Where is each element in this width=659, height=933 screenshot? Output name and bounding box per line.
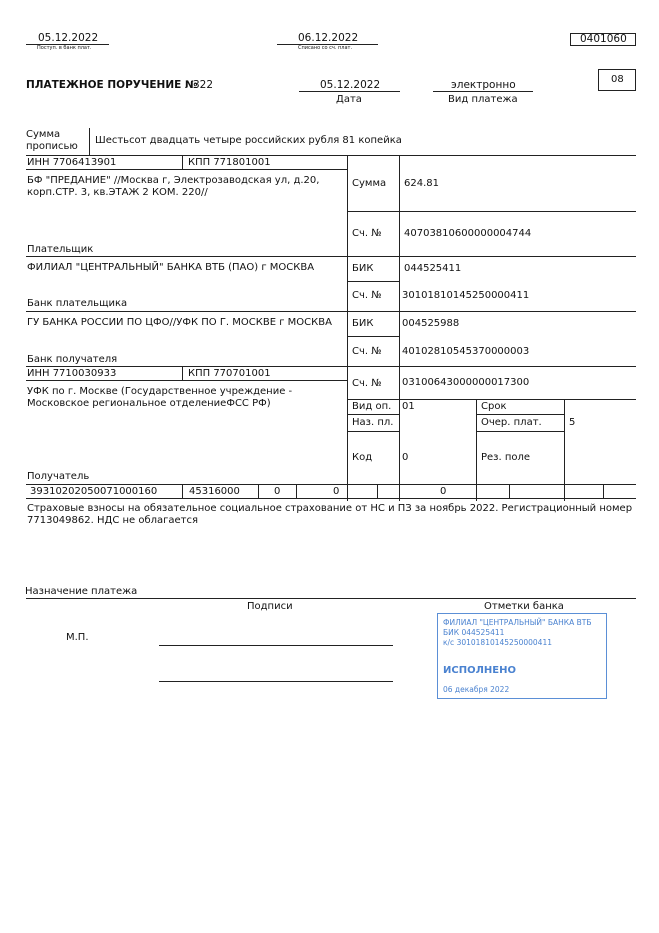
ocher-line: [476, 431, 564, 432]
document-title: ПЛАТЕЖНОЕ ПОРУЧЕНИЕ №: [26, 79, 198, 91]
document-date-caption: Дата: [336, 94, 362, 105]
payment-type-caption: Вид платежа: [448, 94, 518, 105]
naz-pl-line: [347, 431, 399, 432]
kod-value: 0: [402, 452, 409, 463]
document-date-line: [299, 91, 400, 92]
document-number: 322: [193, 79, 214, 91]
main-vertical-2: [399, 155, 400, 501]
payee-bank-caption: Банк получателя: [27, 354, 118, 365]
amount-words-label-2: прописью: [26, 141, 78, 152]
payer-bank-account: 30101810145250000411: [402, 290, 530, 301]
main-vertical-1: [347, 155, 348, 501]
payer-inn-divider: [182, 155, 183, 169]
tax-row-bottom: [26, 498, 636, 499]
payer-account: 40703810600000004744: [404, 228, 532, 239]
row-line-3: [26, 311, 636, 312]
row-line-2: [26, 256, 636, 257]
payee-name-2: Московское региональное отделениеФСС РФ): [27, 398, 271, 409]
amount-words-divider: [89, 128, 90, 155]
tax-divider-1: [182, 484, 183, 498]
payee-bank-account: 40102810545370000003: [402, 346, 530, 357]
bank-stamp: [437, 613, 607, 699]
tax-kbk: 39310202050071000160: [30, 486, 158, 497]
tax-row-top: [26, 484, 636, 485]
purpose-line-2: 7713049862. НДС не облагается: [27, 515, 199, 526]
tax-divider-5: [509, 484, 510, 498]
srok-line: [476, 414, 564, 415]
purpose-line-1: Страховые взносы на обязательное социальное страхование от НС и ПЗ за ноябрь 2022. Регистрационный номер: [27, 503, 633, 514]
sum-line: [347, 211, 636, 212]
signature-line-2: [159, 681, 393, 682]
payee-account-line: [347, 399, 636, 400]
debited-date: 06.12.2022: [298, 32, 359, 44]
stamp-bik: БИК 044525411: [443, 628, 505, 637]
payee-inn-line: [26, 380, 347, 381]
payer-bik-line: [347, 281, 399, 282]
row-line-4: [26, 366, 636, 367]
payer-inn: ИНН 7706413901: [27, 157, 117, 168]
payee-account-label: Сч. №: [352, 378, 382, 389]
received-caption: Поступ. в банк плат.: [37, 45, 92, 51]
srok-label: Срок: [481, 401, 507, 412]
status-code: 08: [611, 74, 624, 85]
payer-bank-account-label: Сч. №: [352, 290, 382, 301]
tax-divider-4: [377, 484, 378, 498]
amount-words-label-1: Сумма: [26, 129, 61, 140]
tax-divider-3: [296, 484, 297, 498]
payee-bik: 004525988: [402, 318, 460, 329]
tax-basis: 0: [274, 486, 281, 497]
payee-name-1: УФК по г. Москве (Государственное учреждение -: [27, 386, 293, 397]
stamp-account: к/с 30101810145250000411: [443, 638, 552, 647]
payer-kpp: КПП 771801001: [188, 157, 271, 168]
payee-bank-name: ГУ БАНКА РОССИИ ПО ЦФО//УФК ПО Г. МОСКВЕ г МОСКВА: [27, 317, 332, 328]
amount-words-value: Шестьсот двадцать четыре российских рубля 81 копейка: [95, 135, 402, 146]
sum-label: Сумма: [352, 178, 387, 189]
payer-account-label: Сч. №: [352, 228, 382, 239]
ocher-value: 5: [569, 417, 576, 428]
vid-op-line: [347, 414, 399, 415]
stamp-bank: ФИЛИАЛ "ЦЕНТРАЛЬНЫЙ" БАНКА ВТБ: [443, 618, 592, 627]
tax-doc-num: 0: [440, 486, 447, 497]
bank-marks-title: Отметки банка: [484, 601, 564, 612]
purpose-line: [26, 598, 636, 599]
mp-label: М.П.: [66, 632, 89, 643]
vid-op-label: Вид оп.: [352, 401, 392, 412]
ocher-label: Очер. плат.: [481, 417, 542, 428]
payee-bik-line: [347, 336, 399, 337]
sum-value: 624.81: [404, 178, 439, 189]
document-date: 05.12.2022: [320, 79, 381, 91]
payer-bank-name: ФИЛИАЛ "ЦЕНТРАЛЬНЫЙ" БАНКА ВТБ (ПАО) г МОСКВА: [27, 262, 315, 273]
vid-op: 01: [402, 401, 415, 412]
debited-caption: Списано со сч. плат.: [298, 45, 353, 51]
signature-line-1: [159, 645, 393, 646]
signatures-title: Подписи: [247, 601, 293, 612]
tax-oktmo: 45316000: [189, 486, 240, 497]
naz-pl-label: Наз. пл.: [352, 417, 394, 428]
payment-type-line: [433, 91, 533, 92]
payee-bik-label: БИК: [352, 318, 374, 329]
codes-divider-2: [564, 399, 565, 501]
payment-type: электронно: [451, 79, 516, 91]
tax-divider-6: [603, 484, 604, 498]
received-date: 05.12.2022: [38, 32, 99, 44]
payee-account: 03100643000000017300: [402, 377, 530, 388]
payer-inn-line: [26, 169, 347, 170]
payee-inn-divider: [182, 366, 183, 380]
payee-kpp: КПП 770701001: [188, 368, 271, 379]
payee-bank-account-label: Сч. №: [352, 346, 382, 357]
row-line-1: [26, 155, 636, 156]
purpose-caption: Назначение платежа: [25, 586, 138, 597]
payee-caption: Получатель: [27, 471, 90, 482]
kod-label: Код: [352, 452, 373, 463]
payer-name-2: корп.СТР. 3, кв.ЭТАЖ 2 КОМ. 220//: [27, 187, 208, 198]
stamp-status: ИСПОЛНЕНО: [443, 665, 516, 676]
payer-caption: Плательщик: [27, 244, 94, 255]
payee-inn: ИНН 7710030933: [27, 368, 117, 379]
tax-period: 0: [333, 486, 340, 497]
tax-divider-2: [258, 484, 259, 498]
payer-bik-label: БИК: [352, 263, 374, 274]
form-code: 0401060: [580, 33, 627, 45]
stamp-date: 06 декабря 2022: [443, 685, 510, 694]
rez-label: Рез. поле: [481, 452, 531, 463]
payer-bik: 044525411: [404, 263, 462, 274]
payer-name-1: БФ "ПРЕДАНИЕ" //Москва г, Электрозаводская ул, д.20,: [27, 175, 320, 186]
payer-bank-caption: Банк плательщика: [27, 298, 128, 309]
